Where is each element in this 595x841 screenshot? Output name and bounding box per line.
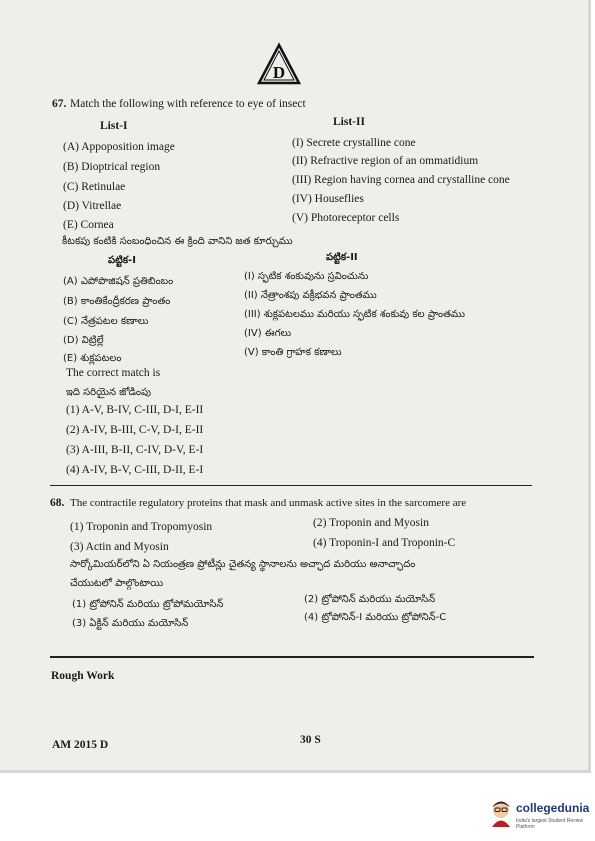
q67-correct-match: The correct match is bbox=[66, 367, 161, 379]
list-item: (III) Region having cornea and crystalline cone bbox=[292, 174, 510, 186]
list-item: (IV) ఈగలు bbox=[244, 328, 292, 339]
q68-question-telugu-line1: సార్కోమియర్‌లోని ఏ నియంత్రణ ప్రోటీన్లు చైతన్య స్థానాలను అచ్ఛాద మరియు అనాచ్ఛాదం bbox=[70, 559, 416, 570]
list-item: (IV) Houseflies bbox=[292, 193, 364, 205]
list-item: (II) Refractive region of an ommatidium bbox=[292, 155, 479, 167]
answer-option: (3) ఏక్టిన్ మరియు మయోసిన్ bbox=[72, 618, 189, 629]
q68-question-telugu-line2: చేయుటలో పాల్గొంటాయి bbox=[70, 578, 164, 589]
q67-list1-heading-telugu: పట్టిక-I bbox=[108, 255, 136, 266]
rough-work-divider bbox=[50, 656, 534, 658]
list-item: (C) Retinulae bbox=[63, 181, 126, 193]
list-item: (II) నేత్రాంశపు వక్రీభవన ప్రాంతము bbox=[244, 290, 377, 301]
brand-name: collegedunia bbox=[516, 801, 590, 815]
list-item: (D) విట్రిల్లే bbox=[63, 335, 104, 346]
footer-code: AM 2015 D bbox=[52, 739, 109, 751]
question-divider bbox=[50, 485, 532, 486]
q67-list2-heading: List-II bbox=[333, 116, 365, 128]
series-letter: D bbox=[272, 63, 286, 82]
q67-question: Match the following with reference to eye of insect bbox=[70, 98, 306, 110]
list-item: (A) ఎపోపొజిషన్ ప్రతిబింబం bbox=[63, 276, 174, 287]
q67-question-telugu: కీటకపు కంటికి సంబంధించిన ఈ క్రింది వానిని జత కూర్చుము bbox=[62, 236, 293, 247]
list-item: (V) కాంతి గ్రాహక కణాలు bbox=[244, 347, 342, 358]
answer-option: (3) A-III, B-II, C-IV, D-V, E-I bbox=[66, 444, 204, 456]
list-item: (A) Appoposition image bbox=[63, 141, 175, 153]
series-triangle-icon bbox=[256, 42, 302, 86]
answer-option: (4) ట్రోపోనిన్-I మరియు ట్రోపోనిన్-C bbox=[304, 612, 447, 623]
answer-option: (3) Actin and Myosin bbox=[70, 541, 169, 553]
list-item: (V) Photoreceptor cells bbox=[292, 212, 400, 224]
q68-number: 68. bbox=[50, 497, 65, 509]
list-item: (D) Vitrellae bbox=[63, 200, 122, 212]
answer-option: (1) ట్రోపోనిన్ మరియు ట్రోపోమయోసిన్ bbox=[72, 599, 224, 610]
rough-work-label: Rough Work bbox=[51, 670, 115, 682]
q67-list1-heading: List-I bbox=[100, 120, 128, 132]
list-item: (B) Dioptrical region bbox=[63, 161, 161, 173]
list-item: (III) శుక్లపటలము మరియు స్ఫటిక శంకువు కల ప్రాంతము bbox=[244, 309, 465, 320]
list-item: (E) Cornea bbox=[63, 219, 114, 231]
answer-option: (1) Troponin and Tropomyosin bbox=[70, 521, 213, 533]
list-item: (C) నేత్రపటల కణాలు bbox=[63, 316, 149, 327]
collegedunia-logo-icon bbox=[488, 798, 514, 828]
answer-option: (2) ట్రోపోనిన్ మరియు మయోసిన్ bbox=[304, 594, 436, 605]
q67-list2-heading-telugu: పట్టిక-II bbox=[326, 252, 358, 263]
answer-option: (2) Troponin and Myosin bbox=[313, 517, 429, 529]
q67-number: 67. bbox=[52, 98, 67, 110]
page-number: 30 S bbox=[300, 734, 321, 746]
answer-option: (4) Troponin-I and Troponin-C bbox=[313, 537, 456, 549]
q68-question: The contractile regulatory proteins that mask and unmask active sites in the sarcomere are bbox=[70, 497, 467, 509]
list-item: (I) స్ఫటిక శంకువును స్రవించును bbox=[244, 271, 369, 282]
brand-tagline: India's largest Student Review Platform bbox=[516, 818, 584, 830]
list-item: (E) శుక్లపటలం bbox=[63, 353, 122, 364]
answer-option: (4) A-IV, B-V, C-III, D-II, E-I bbox=[66, 464, 204, 476]
q67-correct-match-telugu: ఇది సరియైన జోడింపు bbox=[66, 387, 151, 398]
list-item: (B) కాంతికేంద్రీకరణ ప్రాంతం bbox=[63, 296, 171, 307]
list-item: (I) Secrete crystalline cone bbox=[292, 137, 416, 149]
answer-option: (1) A-V, B-IV, C-III, D-I, E-II bbox=[66, 404, 204, 416]
answer-option: (2) A-IV, B-III, C-V, D-I, E-II bbox=[66, 424, 204, 436]
